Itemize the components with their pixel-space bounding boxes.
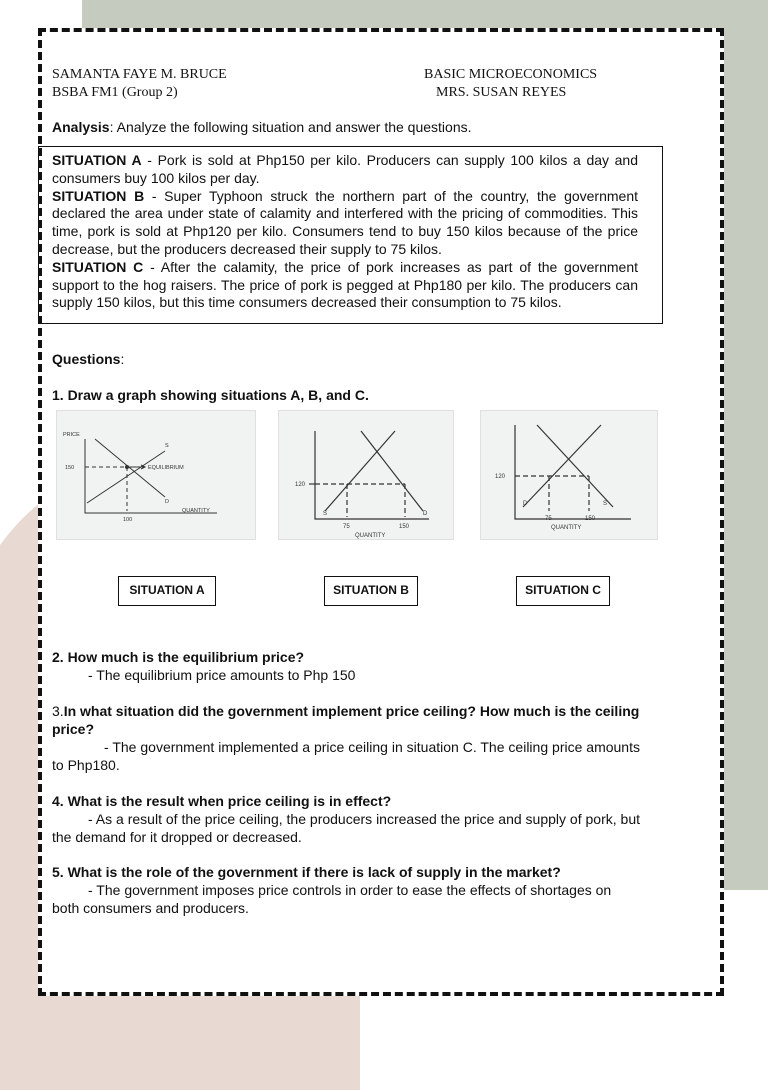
graph-b-demand-label: D bbox=[423, 511, 428, 517]
question-5-text: 5. What is the role of the government if there is lack of supply in the market? bbox=[52, 864, 561, 880]
graph-a-supply-curve bbox=[87, 451, 165, 503]
graph-b-caption: SITUATION B bbox=[324, 576, 418, 606]
question-2 bbox=[52, 648, 640, 684]
graph-b-quantity-label: QUANTITY bbox=[355, 533, 386, 539]
question-4 bbox=[52, 792, 640, 846]
header-left bbox=[52, 66, 227, 102]
student-name: SAMANTA FAYE M. BRUCE bbox=[52, 67, 227, 82]
questions-colon: : bbox=[120, 351, 125, 367]
analysis-instruction bbox=[52, 118, 472, 136]
question-1: 1. Draw a graph showing situations A, B, and C. bbox=[52, 387, 369, 403]
graph-situation-b bbox=[278, 410, 454, 540]
graph-a-equilibrium-label: EQUILIBRIUM bbox=[148, 465, 184, 471]
subject-name: BASIC MICROECONOMICS bbox=[424, 67, 598, 82]
graph-c-qty-tick-2: 150 bbox=[585, 516, 596, 522]
question-4-answer: - As a result of the price ceiling, the producers increased the price and supply of pork, but the demand for it dropped or decreased. bbox=[52, 811, 640, 845]
graph-b-price-tick: 120 bbox=[295, 482, 306, 488]
question-3-text: In what situation did the government implement price ceiling? How much is the ceiling price? bbox=[52, 703, 640, 737]
question-2-answer: - The equilibrium price amounts to Php 150 bbox=[88, 667, 356, 683]
graph-a-quantity-label: QUANTITY bbox=[182, 508, 210, 514]
question-3-number: 3. bbox=[52, 703, 64, 719]
graph-a-price-tick: 150 bbox=[65, 465, 75, 471]
situation-b bbox=[52, 188, 638, 259]
graph-c-caption: SITUATION C bbox=[516, 576, 610, 606]
question-3 bbox=[52, 702, 640, 774]
graph-a-axes bbox=[85, 439, 217, 513]
graph-a-quantity-tick: 100 bbox=[123, 517, 133, 523]
question-3-answer: - The government implemented a price ceiling in situation C. The ceiling price amounts to Php180. bbox=[52, 739, 640, 773]
situation-label: SITUATION B bbox=[52, 187, 145, 204]
graph-b-qty-tick-1: 75 bbox=[343, 524, 350, 530]
graph-c-quantity-label: QUANTITY bbox=[551, 525, 582, 531]
situation-text: - Pork is sold at Php150 per kilo. Producers can supply 100 kilos a day and consumers buy 100 kilos per day. bbox=[52, 152, 639, 186]
situation-text: - Super Typhoon struck the northern part of the country, the government declared the area under state of calamity and interfered with the pricing of commodities. This time, pork is sold at Php120 per kilo. Consumers tend to buy 150 kilos because of the price decrease, but the producers decreased their supply to 75 kilos. bbox=[52, 187, 639, 257]
situation-text: - After the calamity, the price of pork increases as part of the government support to the hog raisers. The price of pork is pegged at Php180 per kilo. The producers can supply 150 kilos, but this time consumers decreased their consumption to 75 kilos. bbox=[52, 258, 638, 311]
graph-situation-c bbox=[480, 410, 658, 540]
teacher-name: MRS. SUSAN REYES bbox=[436, 85, 567, 100]
question-4-text: 4. What is the result when price ceiling is in effect? bbox=[52, 793, 392, 809]
graph-b-axes bbox=[315, 431, 429, 519]
situation-label: SITUATION A bbox=[52, 152, 142, 168]
questions-heading bbox=[52, 350, 124, 368]
graph-b-qty-tick-2: 150 bbox=[399, 524, 410, 530]
graph-b-drawing bbox=[279, 411, 455, 541]
question-2-text: 2. How much is the equilibrium price? bbox=[52, 649, 305, 665]
graph-b-demand-curve bbox=[361, 431, 423, 511]
graph-situation-a bbox=[56, 410, 256, 540]
graph-c-qty-tick-1: 75 bbox=[545, 516, 552, 522]
graph-a-equilibrium-point bbox=[125, 465, 129, 469]
question-3-heading bbox=[52, 702, 640, 738]
student-section: BSBA FM1 (Group 2) bbox=[52, 85, 178, 100]
graph-a-drawing bbox=[57, 411, 257, 541]
situation-a bbox=[52, 152, 638, 188]
graph-a-price-label: PRICE bbox=[63, 432, 80, 438]
graph-c-supply-label: S bbox=[603, 501, 608, 507]
graph-c-axes bbox=[515, 425, 631, 519]
analysis-label: Analysis bbox=[52, 119, 110, 135]
graph-c-price-tick: 120 bbox=[495, 474, 506, 480]
graph-b-supply-curve bbox=[325, 431, 395, 511]
situation-label: SITUATION C bbox=[52, 258, 144, 275]
graph-a-demand-label: D bbox=[165, 499, 169, 505]
questions-heading-text: Questions bbox=[52, 351, 121, 367]
graph-b-supply-label: S bbox=[323, 511, 328, 517]
question-5-answer: - The government imposes price controls in order to ease the effects of shortages on both consumers and producers. bbox=[52, 882, 612, 916]
graph-a-supply-label: S bbox=[165, 443, 169, 449]
situations-text bbox=[52, 152, 638, 312]
graph-c-demand-label: D bbox=[523, 501, 528, 507]
graph-c-drawing bbox=[481, 411, 659, 541]
graph-a-caption: SITUATION A bbox=[118, 576, 216, 606]
header-right bbox=[424, 66, 597, 102]
situation-c bbox=[52, 259, 638, 312]
question-5 bbox=[52, 863, 640, 917]
analysis-text: : Analyze the following situation and answer the questions. bbox=[109, 119, 472, 135]
